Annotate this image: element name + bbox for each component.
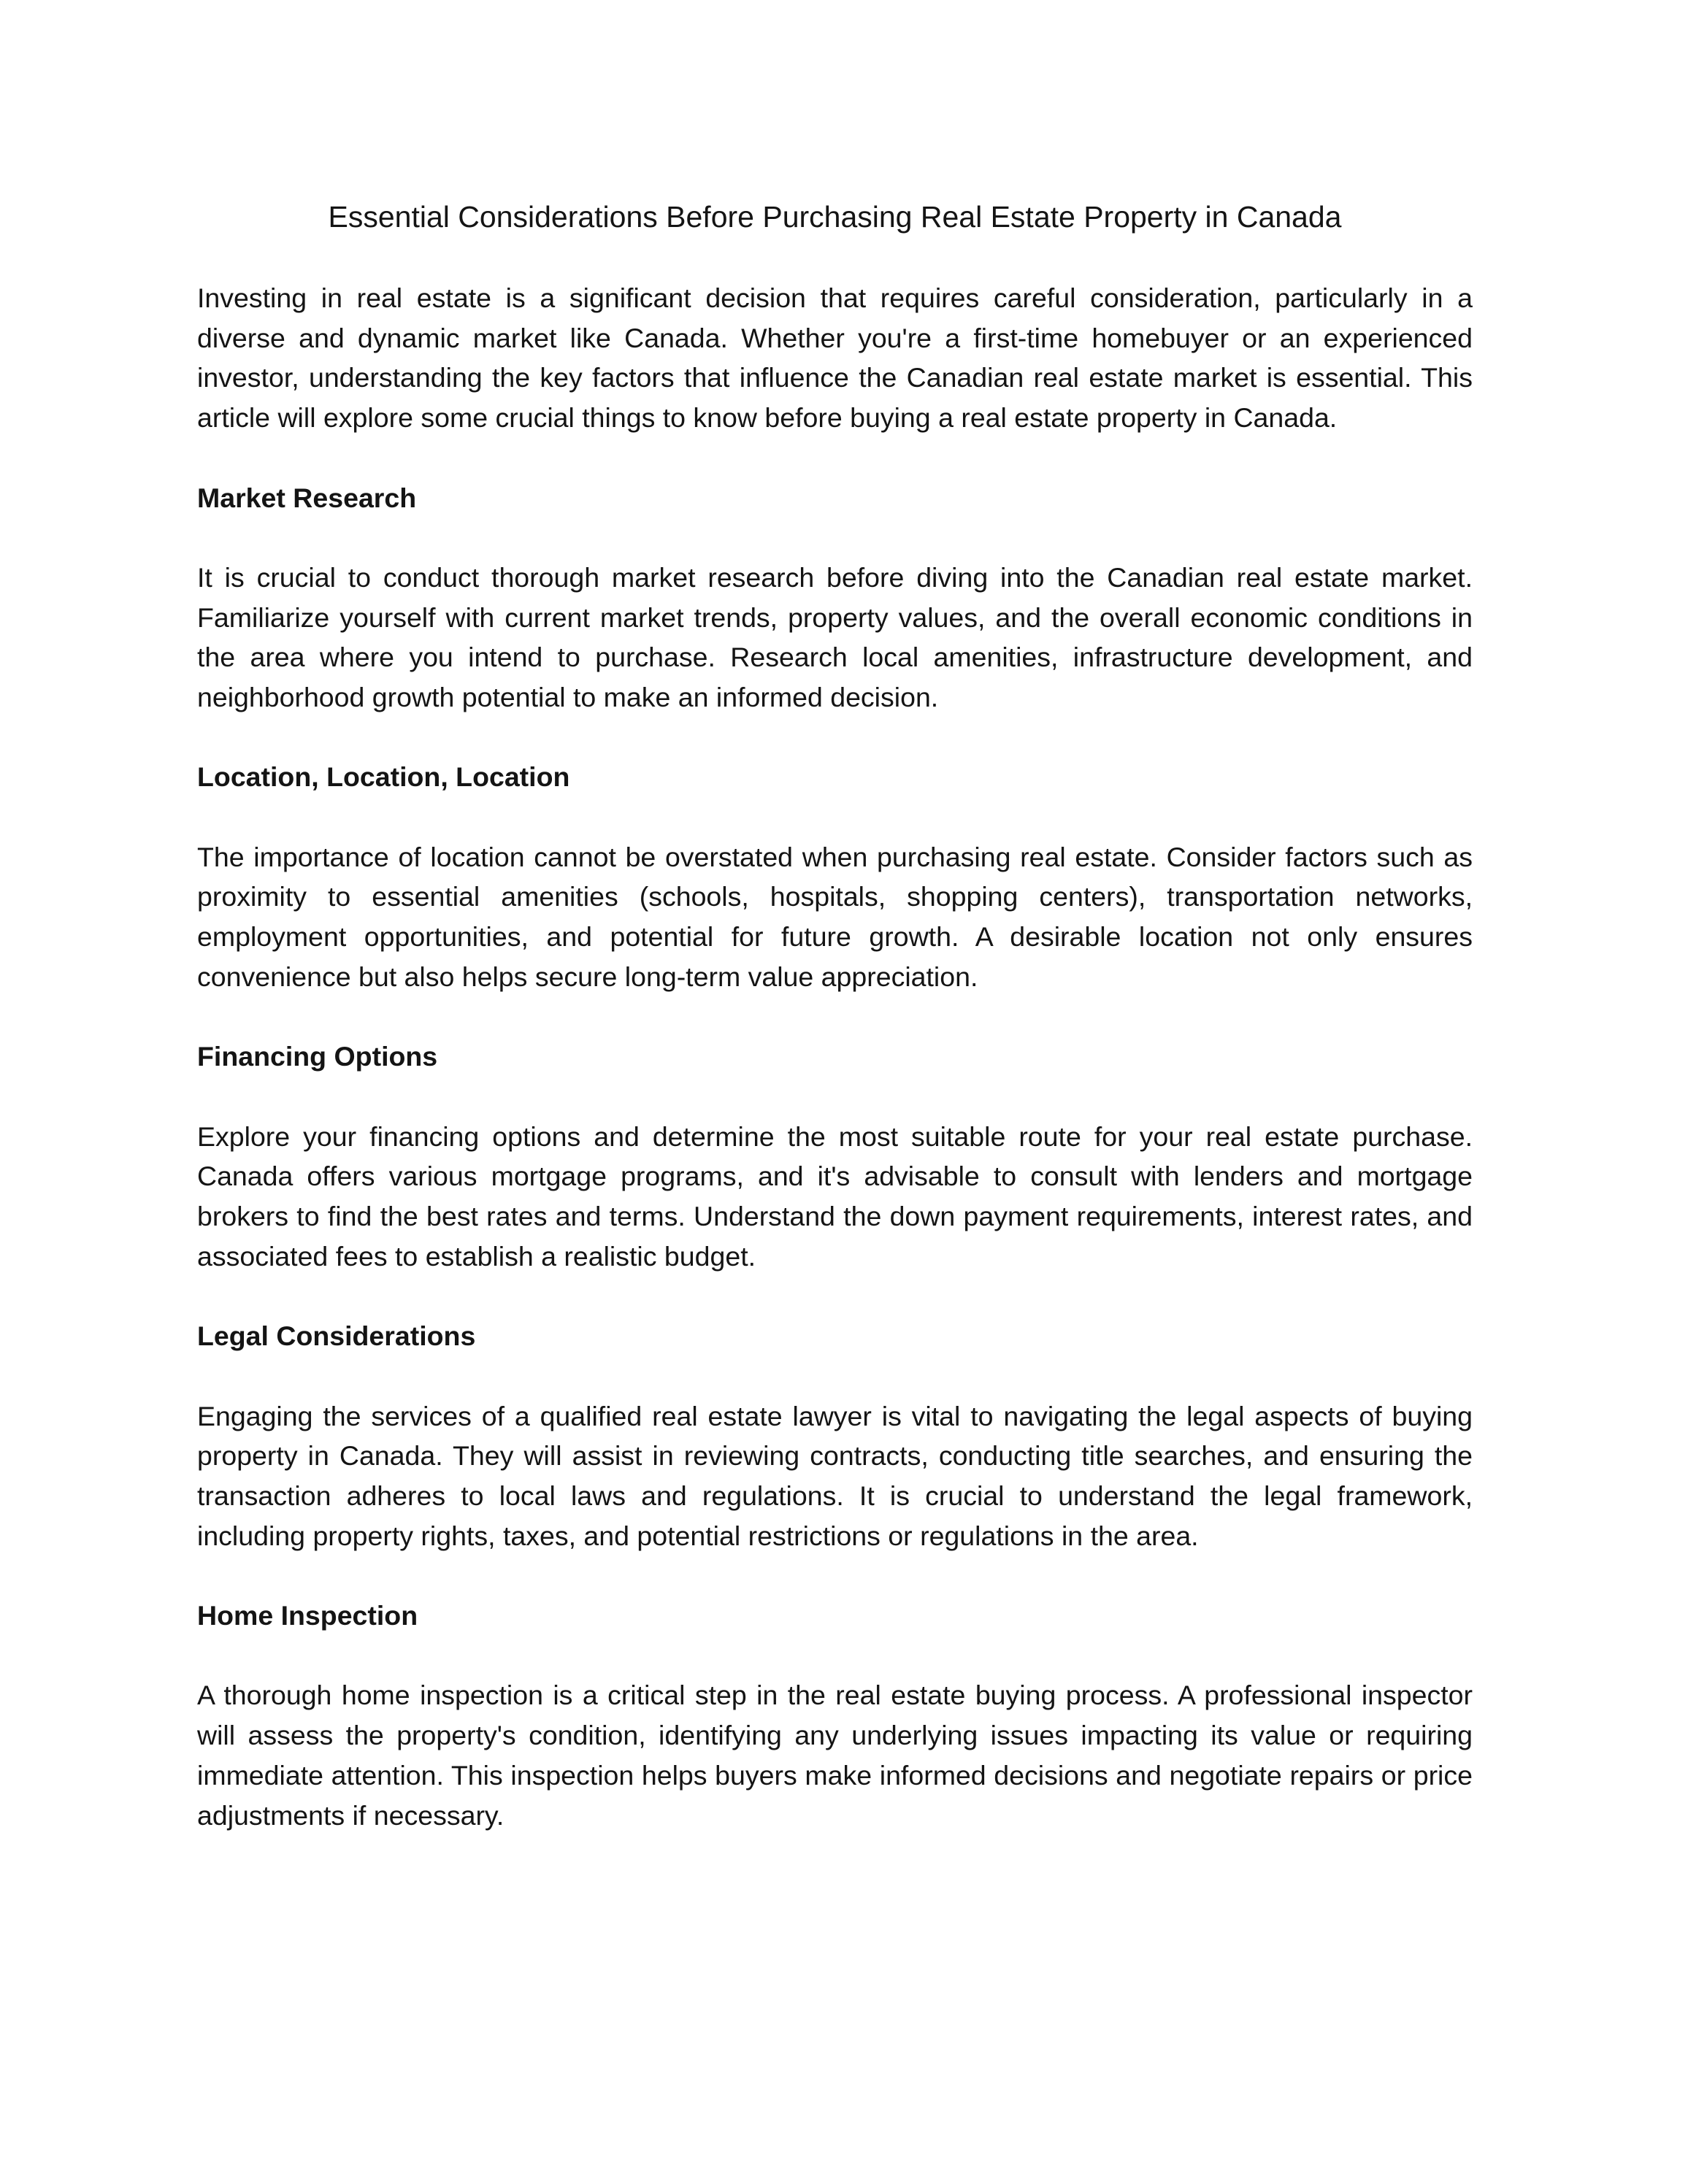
- intro-paragraph: Investing in real estate is a significant decision that requires careful consideration, particularly in a diverse and dynamic market like Canada. Whether you're a first-time homebuyer or an experienced investor, understanding the key factors that influence the Canadian real estate market is essential. This article will explore some crucial things to know before buying a real estate property in Canada.: [197, 282, 1473, 434]
- section-heading-financing: Financing Options: [197, 1041, 438, 1072]
- document-page: [197, 197, 1473, 1875]
- section-body-financing: Explore your financing options and determine the most suitable route for your real estate purchase. Canada offers various mortgage programs, and it's advisable to consult with lenders and mortgage brokers to find the best rates and terms. Understand the down payment requirements, interest rates, and associated fees to establish a realistic budget.: [197, 1120, 1473, 1272]
- section-body-market-research: It is crucial to conduct thorough market research before diving into the Canadian real estate market. Familiarize yourself with current market trends, property values, and the overall economic conditions in the area where you intend to purchase. Research local amenities, infrastructure development, and neighborhood growth potential to make an informed decision.: [197, 561, 1473, 712]
- document-title: Essential Considerations Before Purchasing Real Estate Property in Canada: [328, 200, 1342, 234]
- section-heading-location: Location, Location, Location: [197, 761, 570, 793]
- section-body-location: The importance of location cannot be overstated when purchasing real estate. Consider factors such as proximity to essential amenities (schools, hospitals, shopping centers), transportation networks, employment opportunities, and potential for future growth. A desirable location not only ensures convenience but also helps secure long-term value appreciation.: [197, 841, 1473, 992]
- section-body-legal: Engaging the services of a qualified real estate lawyer is vital to navigating the legal aspects of buying property in Canada. They will assist in reviewing contracts, conducting title searches, and ensuring the transaction adheres to local laws and regulations. It is crucial to understand the legal framework, including property rights, taxes, and potential restrictions or regulations in the area.: [197, 1400, 1473, 1551]
- section-heading-home-inspection: Home Inspection: [197, 1600, 418, 1631]
- section-body-home-inspection: A thorough home inspection is a critical step in the real estate buying process. A professional inspector will assess the property's condition, identifying any underlying issues impacting its value or requiring immediate attention. This inspection helps buyers make informed decisions and negotiate repairs or price adjustments if necessary.: [197, 1680, 1473, 1831]
- section-heading-market-research: Market Research: [197, 482, 417, 513]
- section-heading-legal: Legal Considerations: [197, 1320, 476, 1352]
